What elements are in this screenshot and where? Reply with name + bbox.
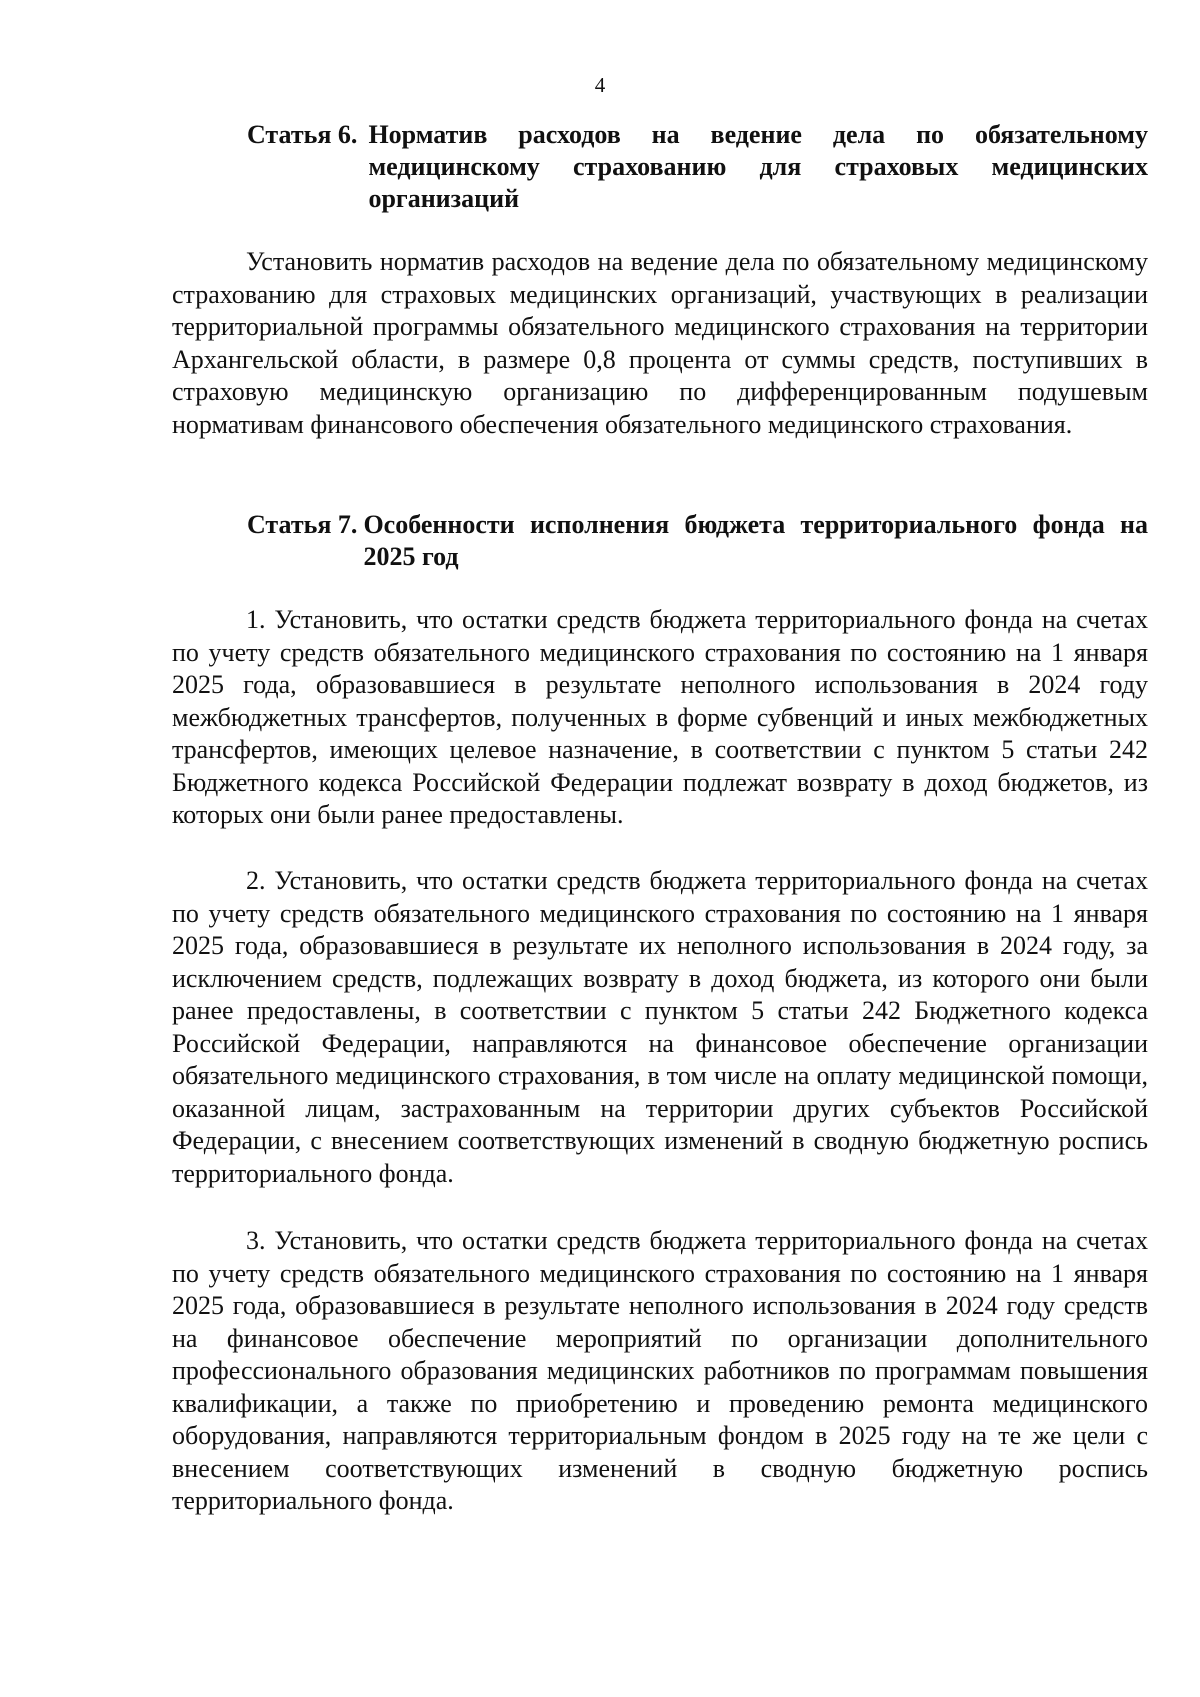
- article-7-paragraph-2: 2. Установить, что остатки средств бюджета территориального фонда на счетах по учету средств обязательного медицинского страхования по состоянию на 1 января 2025 года, образовавшиеся в результате их неполного использования в 2024 году, за исключением средств, подлежащих возврату в доход бюджета, из которого они были ранее предоставлены, в соответствии с пунктом 5 статьи 242 Бюджетного кодекса Российской Федерации, направляются на финансовое обеспечение организации обязательного медицинского страхования, в том числе на оплату медицинской помощи, оказанной лицам, застрахованным на территории других субъектов Российской Федерации, с внесением соответствующих изменений в сводную бюджетную роспись территориального фонда.: [172, 866, 1148, 1188]
- article-7-paragraph-1: 1. Установить, что остатки средств бюджета территориального фонда на счетах по учету средств обязательного медицинского страхования по состоянию на 1 января 2025 года, образовавшиеся в результате неполного использования в 2024 году межбюджетных трансфертов, полученных в форме субвенций и иных межбюджетных трансфертов, имеющих целевое назначение, в соответствии с пунктом 5 статьи 242 Бюджетного кодекса Российской Федерации подлежат возврату в доход бюджетов, из которых они были ранее предоставлены.: [172, 605, 1148, 829]
- article-7-heading: [172, 509, 1148, 573]
- article-6-label: Статья 6.: [247, 120, 358, 149]
- article-7-paragraph-3: 3. Установить, что остатки средств бюджета территориального фонда на счетах по учету средств обязательного медицинского страхования по состоянию на 1 января 2025 года, образовавшиеся в результате неполного использования в 2024 году средств на финансовое обеспечение мероприятий по организации дополнительного профессионального образования медицинских работников по программам повышения квалификации, а также по приобретению и проведению ремонта медицинского оборудования, направляются территориальным фондом в 2025 году на те же цели с внесением соответствующих изменений в сводную бюджетную роспись территориального фонда.: [172, 1226, 1148, 1515]
- page-number: 4: [594, 73, 606, 97]
- article-6-paragraph: Установить норматив расходов на ведение дела по обязательному медицинскому страхованию для страховых медицинских организаций, участвующих в реализации территориальной программы обязательного медицинского страхования на территории Архангельской области, в размере 0,8 процента от суммы средств, поступивших в страховую медицинскую организацию по дифференцированным подушевым нормативам финансового обеспечения обязательного медицинского страхования.: [172, 247, 1148, 439]
- article-6-title: Норматив расходов на ведение дела по обязательному медицинскому страхованию для страховых медицинских организаций: [368, 120, 1148, 213]
- article-7-label: Статья 7.: [247, 510, 358, 539]
- article-6-heading: [172, 119, 1148, 215]
- article-7-title: Особенности исполнения бюджета территориального фонда на 2025 год: [363, 510, 1148, 571]
